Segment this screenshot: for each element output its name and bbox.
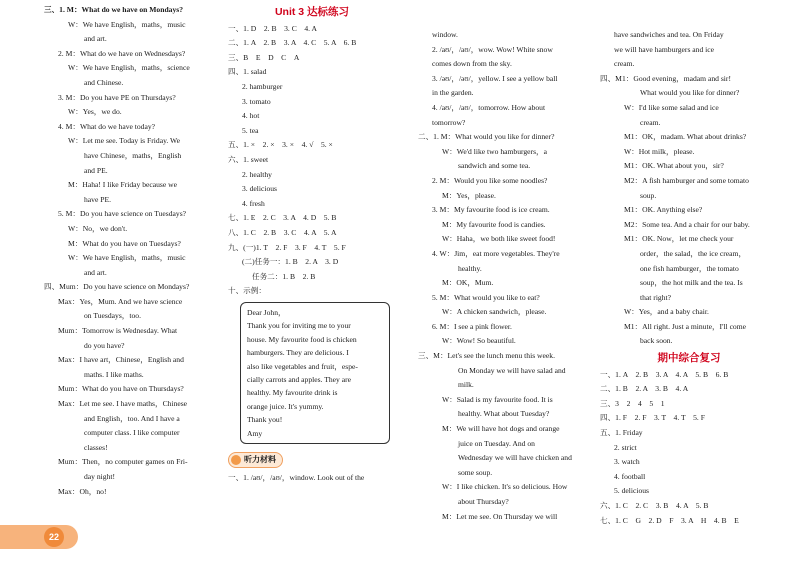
line: 一、1. A 2. B 3. A 4. A 5. B 6. B <box>600 369 729 379</box>
line: do you have? <box>84 340 125 350</box>
headphones-icon <box>231 455 241 465</box>
letter-line: orange juice. It's yummy. <box>247 401 324 411</box>
line: healthy. <box>458 263 482 273</box>
line: order，the salad，the ice cream， <box>640 248 747 258</box>
line: 4. fresh <box>242 198 265 208</box>
line: maths. I like maths. <box>84 369 144 379</box>
sample-letter-box <box>240 302 390 444</box>
line: 4. M：What do we have today? <box>58 121 156 131</box>
letter-line: Thank you! <box>247 415 283 425</box>
line: 2. /aʊ/，/aʊ/，wow. Wow! White snow <box>432 44 553 54</box>
line: M：My favourite food is candies. <box>442 219 546 229</box>
line: Mum：Tomorrow is Wednesday. What <box>58 326 178 336</box>
line: W：Yes，we do. <box>68 107 122 117</box>
line: Wednesday we will have chicken and <box>458 453 572 463</box>
letter-line: hamburgers. They are delicious. I <box>247 348 349 358</box>
line: What would you like for dinner? <box>640 88 740 98</box>
line: some soup. <box>458 467 493 477</box>
line: W：We have English，maths，music <box>68 253 186 263</box>
line: 2. hamburger <box>242 81 283 91</box>
line: soup，the hot milk and the tea. Is <box>640 278 743 288</box>
line: 六、1. sweet <box>228 154 269 164</box>
line: and Chinese. <box>84 77 124 87</box>
line: and English，too. And I have a <box>84 413 180 423</box>
line: 六、1. C 2. C 3. B 4. A 5. B <box>600 501 709 510</box>
line: M：What do you have on Tuesdays? <box>68 238 181 248</box>
line: 三、M：Let's see the lunch menu this week. <box>418 351 555 361</box>
letter-line: cially carrots and apples. They are <box>247 374 352 384</box>
line: 一、1. D 2. B 3. C 4. A <box>228 23 318 33</box>
line: W：Yes，and a baby chair. <box>624 307 709 317</box>
line: 三、1. M：What do we have on Mondays? <box>44 5 184 14</box>
line: M：Yes，please. <box>442 190 496 200</box>
line: M1：OK. Anything else? <box>624 205 703 215</box>
line: 五、1. Friday <box>600 428 643 438</box>
line: milk. <box>458 380 474 390</box>
letter-line: healthy. My favourite drink is <box>247 388 338 398</box>
line: Mum：Then，no computer games on Fri- <box>58 457 188 467</box>
line: 6. M：I see a pink flower. <box>432 321 512 331</box>
line: W：Let me see. Today is Friday. We <box>68 136 180 146</box>
line: M2：A fish hamburger and some tomato <box>624 175 749 185</box>
line: 5. delicious <box>614 486 650 496</box>
line: W：A chicken sandwich，please. <box>442 307 547 317</box>
line: classes! <box>84 442 108 452</box>
line: 四、Mum：Do you have science on Mondays? <box>44 282 190 292</box>
line: Mum：What do you have on Thursdays? <box>58 384 184 394</box>
line: 二、1. A 2. B 3. A 4. C 5. A 6. B <box>228 38 357 48</box>
line: 3. M：My favourite food is ice cream. <box>432 205 550 215</box>
line: M1：All right. Just a minute，I'll come <box>624 321 747 331</box>
line: W：Haha，we both like sweet food! <box>442 234 556 244</box>
letter-line: Thank you for inviting me to your <box>247 321 351 331</box>
line: W：We'd like two hamburgers，a <box>442 146 548 156</box>
line: on Tuesdays，too. <box>84 311 141 321</box>
line: 2. healthy <box>242 169 272 179</box>
line: M：OK，Mum. <box>442 278 494 288</box>
line: 一、1. /aʊ/，/aʊ/，window. Look out of the <box>228 472 365 482</box>
line: 4. W：Jim，eat more vegetables. They're <box>432 248 560 258</box>
line: 4. /aʊ/，/aʊ/，tomorrow. How about <box>432 102 546 112</box>
listening-material-badge <box>228 452 283 468</box>
line: 五、1. × 2. × 3. × 4. √ 5. × <box>228 140 333 150</box>
line: 2. M：What do we have on Wednesdays? <box>58 48 186 58</box>
line: 5. M：Do you have science on Tuesdays? <box>58 209 187 219</box>
line: day night! <box>84 472 116 481</box>
line: cream. <box>614 59 635 69</box>
line: in the garden. <box>432 88 474 98</box>
line: Max：Oh，no! <box>58 486 107 496</box>
line: 4. football <box>614 471 646 481</box>
line: tomorrow? <box>432 117 466 127</box>
line: 3. M：Do you have PE on Thursdays? <box>58 92 176 102</box>
line: M1：OK. What about you，sir? <box>624 161 724 171</box>
line: W：I like chicken. It's so delicious. How <box>442 482 568 492</box>
line: have Chinese，maths，English <box>84 150 182 160</box>
line: 3. tomato <box>242 96 271 106</box>
line: M1：OK，madam. What about drinks? <box>624 132 747 142</box>
line: W：Wow! So beautiful. <box>442 336 516 346</box>
line: 5. tea <box>242 125 259 135</box>
letter-line: Dear John， <box>247 307 286 317</box>
line: window. <box>432 30 458 39</box>
letter-line: also like vegetables and fruit，espe- <box>247 361 358 371</box>
line: 二、1. M：What would you like for dinner? <box>418 132 555 142</box>
column-1 <box>44 3 214 499</box>
line: W：Salad is my favourite food. It is <box>442 394 553 404</box>
section-heading-unit3: Unit 3 达标练习 <box>274 6 350 18</box>
line: 三、B E D C A <box>228 52 300 62</box>
line: W：We have English，maths，music <box>68 19 186 29</box>
line: one fish hamburger，the tomato <box>640 263 739 273</box>
line: 十、示例： <box>228 286 266 296</box>
line: cream. <box>640 117 661 127</box>
line: have PE. <box>84 194 111 204</box>
line: M：Haha! I like Friday because we <box>68 180 178 190</box>
line: 七、1. E 2. C 3. A 4. D 5. B <box>228 213 337 223</box>
line: 任务二：1. B 2. B <box>252 271 316 281</box>
line: (二)任务一：1. B 2. A 3. D <box>242 257 339 267</box>
line: sandwich and some tea. <box>458 161 531 171</box>
line: M2：Some tea. And a chair for our baby. <box>624 219 750 229</box>
line: M：Let me see. On Thursday we will <box>442 511 558 521</box>
line: W：No，we don't. <box>68 223 128 233</box>
page-footer-bar <box>0 525 78 549</box>
letter-line: house. My favourite food is chicken <box>247 334 357 344</box>
line: computer class. I like computer <box>84 428 180 438</box>
line: back soon. <box>640 336 673 346</box>
column-2 <box>228 3 396 485</box>
line: we will have hamburgers and ice <box>614 44 715 54</box>
line: 九、(一)1. T 2. F 3. F 4. T 5. F <box>228 242 346 252</box>
line: juice on Tuesday. And on <box>458 438 535 448</box>
line: 四、M1：Good evening，madam and sir! <box>600 73 731 83</box>
line: soup. <box>640 190 657 200</box>
line: and art. <box>84 267 107 277</box>
line: 二、1. B 2. A 3. B 4. A <box>600 384 689 394</box>
line: 四、1. F 2. F 3. T 4. T 5. F <box>600 413 705 423</box>
listening-label: 听力材料 <box>244 454 276 464</box>
line: M1：OK. Now，let me check your <box>624 234 734 244</box>
line: W：We have English，maths，science <box>68 63 190 73</box>
line: have sandwiches and tea. On Friday <box>614 30 724 39</box>
line: 3. watch <box>614 457 640 467</box>
line: healthy. What about Tuesday? <box>458 409 550 419</box>
column-3 <box>418 28 586 524</box>
line: 四、1. salad <box>228 67 267 77</box>
line: 2. strict <box>614 442 637 452</box>
line: Max：Let me see. I have maths，Chinese <box>58 399 188 409</box>
page-number: 22 <box>44 527 64 547</box>
line: 4. hot <box>242 111 260 121</box>
line: and art. <box>84 34 107 44</box>
line: W：I'd like some salad and ice <box>624 102 719 112</box>
line: 5. M：What would you like to eat? <box>432 292 540 302</box>
line: 3. /əʊ/，/əʊ/，yellow. I see a yellow ball <box>432 73 558 83</box>
line: 三、3 2 4 5 1 <box>600 398 665 408</box>
line: about Thursday? <box>458 497 509 506</box>
line: Max：Yes，Mum. And we have science <box>58 296 183 306</box>
line: 3. delicious <box>242 184 278 194</box>
line: and PE. <box>84 165 108 175</box>
letter-line: Amy <box>247 428 263 438</box>
line: that right? <box>640 292 671 302</box>
line: comes down from the sky. <box>432 59 512 69</box>
section-heading-midterm: 期中综合复习 <box>657 352 721 365</box>
column-4 <box>600 28 778 528</box>
line: M：We will have hot dogs and orange <box>442 424 560 434</box>
line: 2. M：Would you like some noodles? <box>432 175 548 185</box>
line: 七、1. C G 2. D F 3. A H 4. B E <box>600 515 739 525</box>
line: On Monday we will have salad and <box>458 365 566 375</box>
line: W：Hot milk，please. <box>624 146 695 156</box>
line: Max：I have art，Chinese，English and <box>58 355 184 365</box>
line: 八、1. C 2. B 3. C 4. A 5. A <box>228 227 337 237</box>
